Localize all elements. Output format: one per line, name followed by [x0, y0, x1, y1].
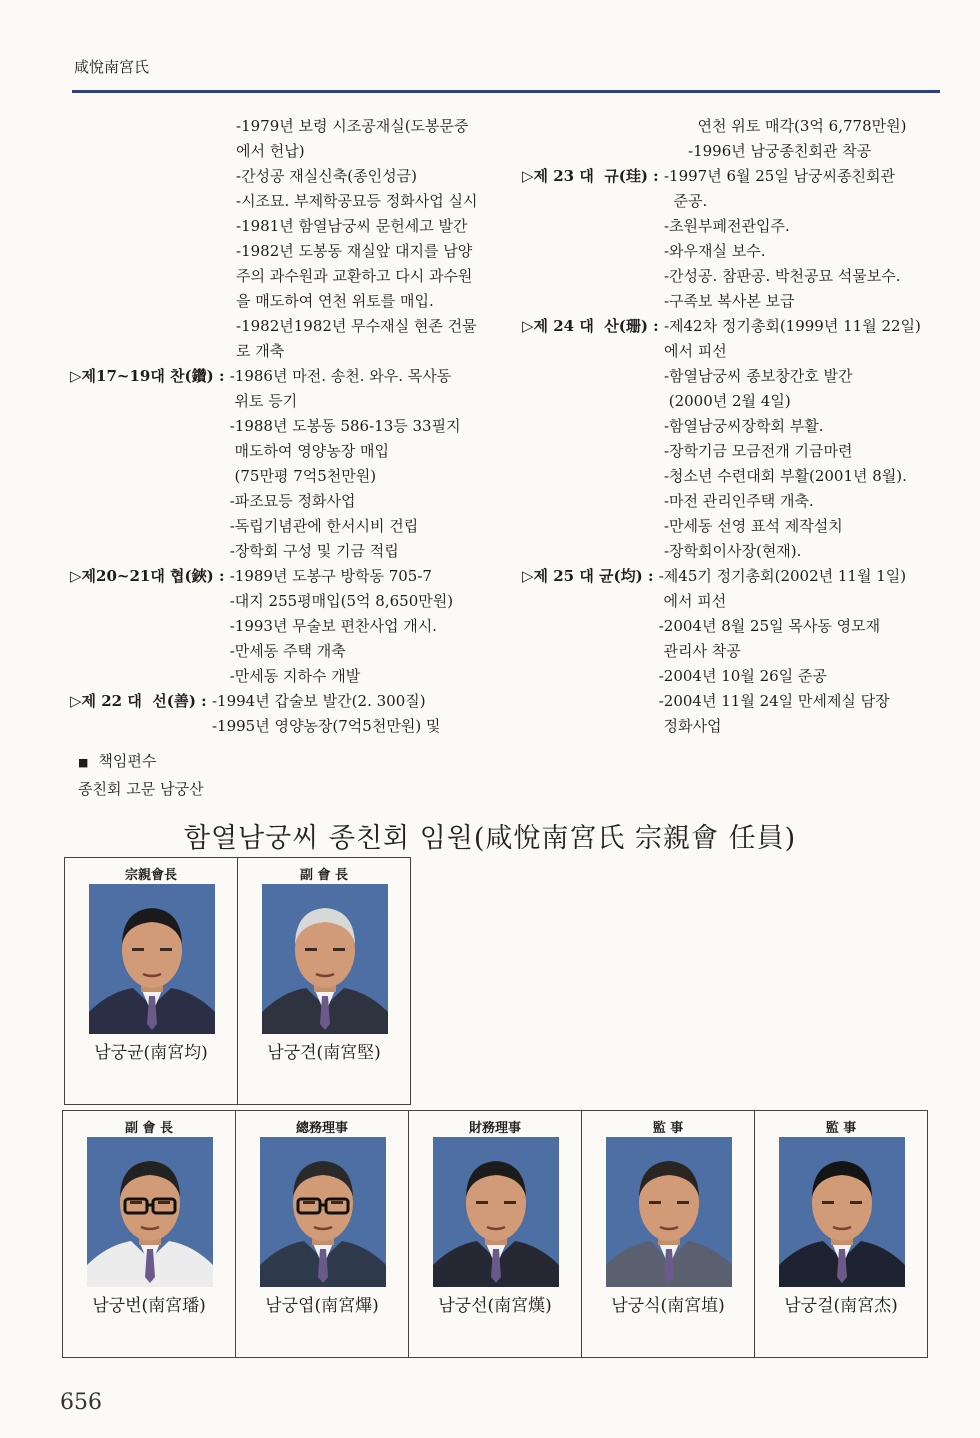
history-line: -만세동 선영 표석 제작설치 — [663, 517, 843, 535]
history-line: -구족보 복사본 보급 — [663, 292, 795, 310]
history-line: -함열남궁씨장학회 부활. — [663, 417, 824, 435]
member-portrait — [87, 1137, 213, 1287]
history-line: (75만평 7억5천만원) — [229, 467, 377, 485]
history-entry — [522, 564, 942, 739]
generation-label: ▷제17~19대 찬(鑽) : — [70, 367, 230, 385]
board-member-card — [63, 1111, 236, 1357]
member-portrait — [779, 1137, 905, 1287]
history-line: 로 개축 — [236, 342, 285, 360]
history-line: 매도하여 영양농장 매입 — [229, 442, 389, 460]
generation-label: ▷제 25 대 균(均) : — [522, 567, 659, 585]
board-member-card — [755, 1111, 927, 1357]
board-member-card — [582, 1111, 755, 1357]
history-line: -함열남궁씨 종보창간호 발간 — [663, 367, 853, 385]
editor-person: 종친회 고문 남궁산 — [78, 780, 204, 798]
history-line: -와우재실 보수. — [663, 242, 766, 260]
history-line: -제45기 정기총회(2002년 11월 1일) — [658, 567, 907, 585]
running-header: 咸悅南宮氏 — [74, 58, 150, 76]
history-column-right — [522, 114, 942, 739]
history-line: -파조묘등 정화사업 — [229, 492, 356, 510]
history-line: -마전 관리인주택 개축. — [663, 492, 814, 510]
history-line: -장학기금 모금전개 기금마련 — [663, 442, 853, 460]
member-portrait — [260, 1137, 386, 1287]
history-line: 에서 피선 — [658, 592, 727, 610]
history-line: -1988년 도봉동 586-13등 33필지 — [229, 417, 461, 435]
history-line: -청소년 수련대회 부활(2001년 8월). — [663, 467, 907, 485]
history-line: -2004년 10월 26일 준공 — [658, 667, 827, 685]
history-line: 위토 등기 — [229, 392, 298, 410]
generation-label: ▷제20~21대 협(鋏) : — [70, 567, 230, 585]
history-entry — [522, 164, 942, 314]
board-member-card — [236, 1111, 409, 1357]
history-line: 연천 위토 매각(3억 6,778만원) — [688, 117, 907, 135]
square-bullet-icon: ■ — [78, 756, 89, 769]
member-role: 副 會 長 — [124, 1121, 174, 1136]
board-row-2 — [62, 1110, 928, 1358]
history-line: -독립기념관에 한서시비 건립 — [229, 517, 419, 535]
history-line: -장학회 구성 및 기금 적립 — [229, 542, 399, 560]
member-role: 宗親會長 — [124, 868, 177, 883]
history-line: -1996년 남궁종친회관 착공 — [688, 142, 872, 160]
member-name: 남궁엽(南宮熚) — [265, 1296, 379, 1316]
history-line: -만세동 지하수 개발 — [229, 667, 361, 685]
history-line: -1993년 무술보 편찬사업 개시. — [229, 617, 437, 635]
history-line: 에서 헌납) — [236, 142, 305, 160]
member-name: 남궁번(南宮璠) — [92, 1296, 206, 1316]
history-line: -1995년 영양농장(7억5천만원) 및 — [211, 717, 441, 735]
history-line: -1981년 함열남궁씨 문헌세고 발간 — [236, 217, 468, 235]
member-role: 副 會 長 — [299, 868, 349, 883]
history-entry — [522, 114, 942, 164]
history-line: 에서 피선 — [663, 342, 727, 360]
history-entry — [70, 689, 500, 739]
board-member-card — [238, 858, 410, 1104]
member-name: 남궁균(南宮均) — [94, 1043, 208, 1063]
history-entry — [522, 314, 942, 564]
history-entry — [70, 564, 500, 689]
history-line: -1989년 도봉구 방학동 705-7 — [229, 567, 432, 585]
member-role: 監 事 — [652, 1121, 684, 1136]
history-line: -1982년 도봉동 재실앞 대지를 남양 — [236, 242, 473, 260]
header-rule — [72, 90, 940, 93]
member-role: 監 事 — [825, 1121, 857, 1136]
member-portrait — [606, 1137, 732, 1287]
history-line: -2004년 8월 25일 목사동 영모재 — [658, 617, 881, 635]
history-line: -간성공 재실신축(종인성금) — [236, 167, 417, 185]
history-entry — [70, 114, 500, 364]
member-role: 財務理事 — [468, 1121, 521, 1136]
history-line: -1979년 보령 시조공재실(도봉문중 — [236, 117, 469, 135]
history-line: -대지 255평매입(5억 8,650만원) — [229, 592, 454, 610]
editor-label: 책임편수 — [98, 752, 157, 770]
member-name: 남궁식(南宮埴) — [611, 1296, 725, 1316]
board-member-card — [409, 1111, 582, 1357]
board-member-card — [65, 858, 238, 1104]
page-number: 656 — [60, 1390, 102, 1415]
section-title: 함열남궁씨 종친회 임원(咸悅南宮氏 宗親會 任員) — [183, 823, 797, 854]
member-name: 남궁선(南宮熯) — [438, 1296, 552, 1316]
board-row-1 — [64, 857, 411, 1105]
member-role: 總務理事 — [295, 1121, 348, 1136]
member-name: 남궁견(南宮堅) — [267, 1043, 381, 1063]
history-line: -제42차 정기총회(1999년 11월 22일) — [663, 317, 921, 335]
member-portrait — [433, 1137, 559, 1287]
history-line: -1997년 6월 25일 남궁씨종친회관 — [663, 167, 896, 185]
member-portrait — [262, 884, 388, 1034]
history-column-left — [70, 114, 500, 739]
history-line: 을 매도하여 연천 위토를 매입. — [236, 292, 434, 310]
history-line: 정화사업 — [658, 717, 722, 735]
editor-credit — [78, 748, 203, 802]
history-line: -장학회이사장(현재). — [663, 542, 802, 560]
generation-label: ▷제 23 대 규(珪) : — [522, 167, 664, 185]
history-line: -2004년 11월 24일 만세제실 담장 — [658, 692, 890, 710]
history-line: -1986년 마전. 송천. 와우. 목사동 — [229, 367, 452, 385]
history-entry — [70, 364, 500, 564]
member-name: 남궁걸(南宮杰) — [784, 1296, 898, 1316]
generation-label: ▷제 22 대 선(善) : — [70, 692, 212, 710]
member-portrait — [89, 884, 215, 1034]
history-line: 준공. — [663, 192, 708, 210]
history-line: -초원부페전관입주. — [663, 217, 790, 235]
history-line: (2000년 2월 4일) — [663, 392, 791, 410]
history-line: -시조묘. 부제학공묘등 정화사업 실시 — [236, 192, 478, 210]
history-line: -간성공. 참판공. 박천공묘 석물보수. — [663, 267, 901, 285]
history-line: -만세동 주택 개축 — [229, 642, 346, 660]
generation-label: ▷제 24 대 산(珊) : — [522, 317, 664, 335]
history-line: 주의 과수원과 교환하고 다시 과수원 — [236, 267, 473, 285]
history-line: -1982년1982년 무수재실 현존 건물 — [236, 317, 477, 335]
history-line: -1994년 갑술보 발간(2. 300질) — [211, 692, 426, 710]
history-line: 관리사 착공 — [658, 642, 741, 660]
